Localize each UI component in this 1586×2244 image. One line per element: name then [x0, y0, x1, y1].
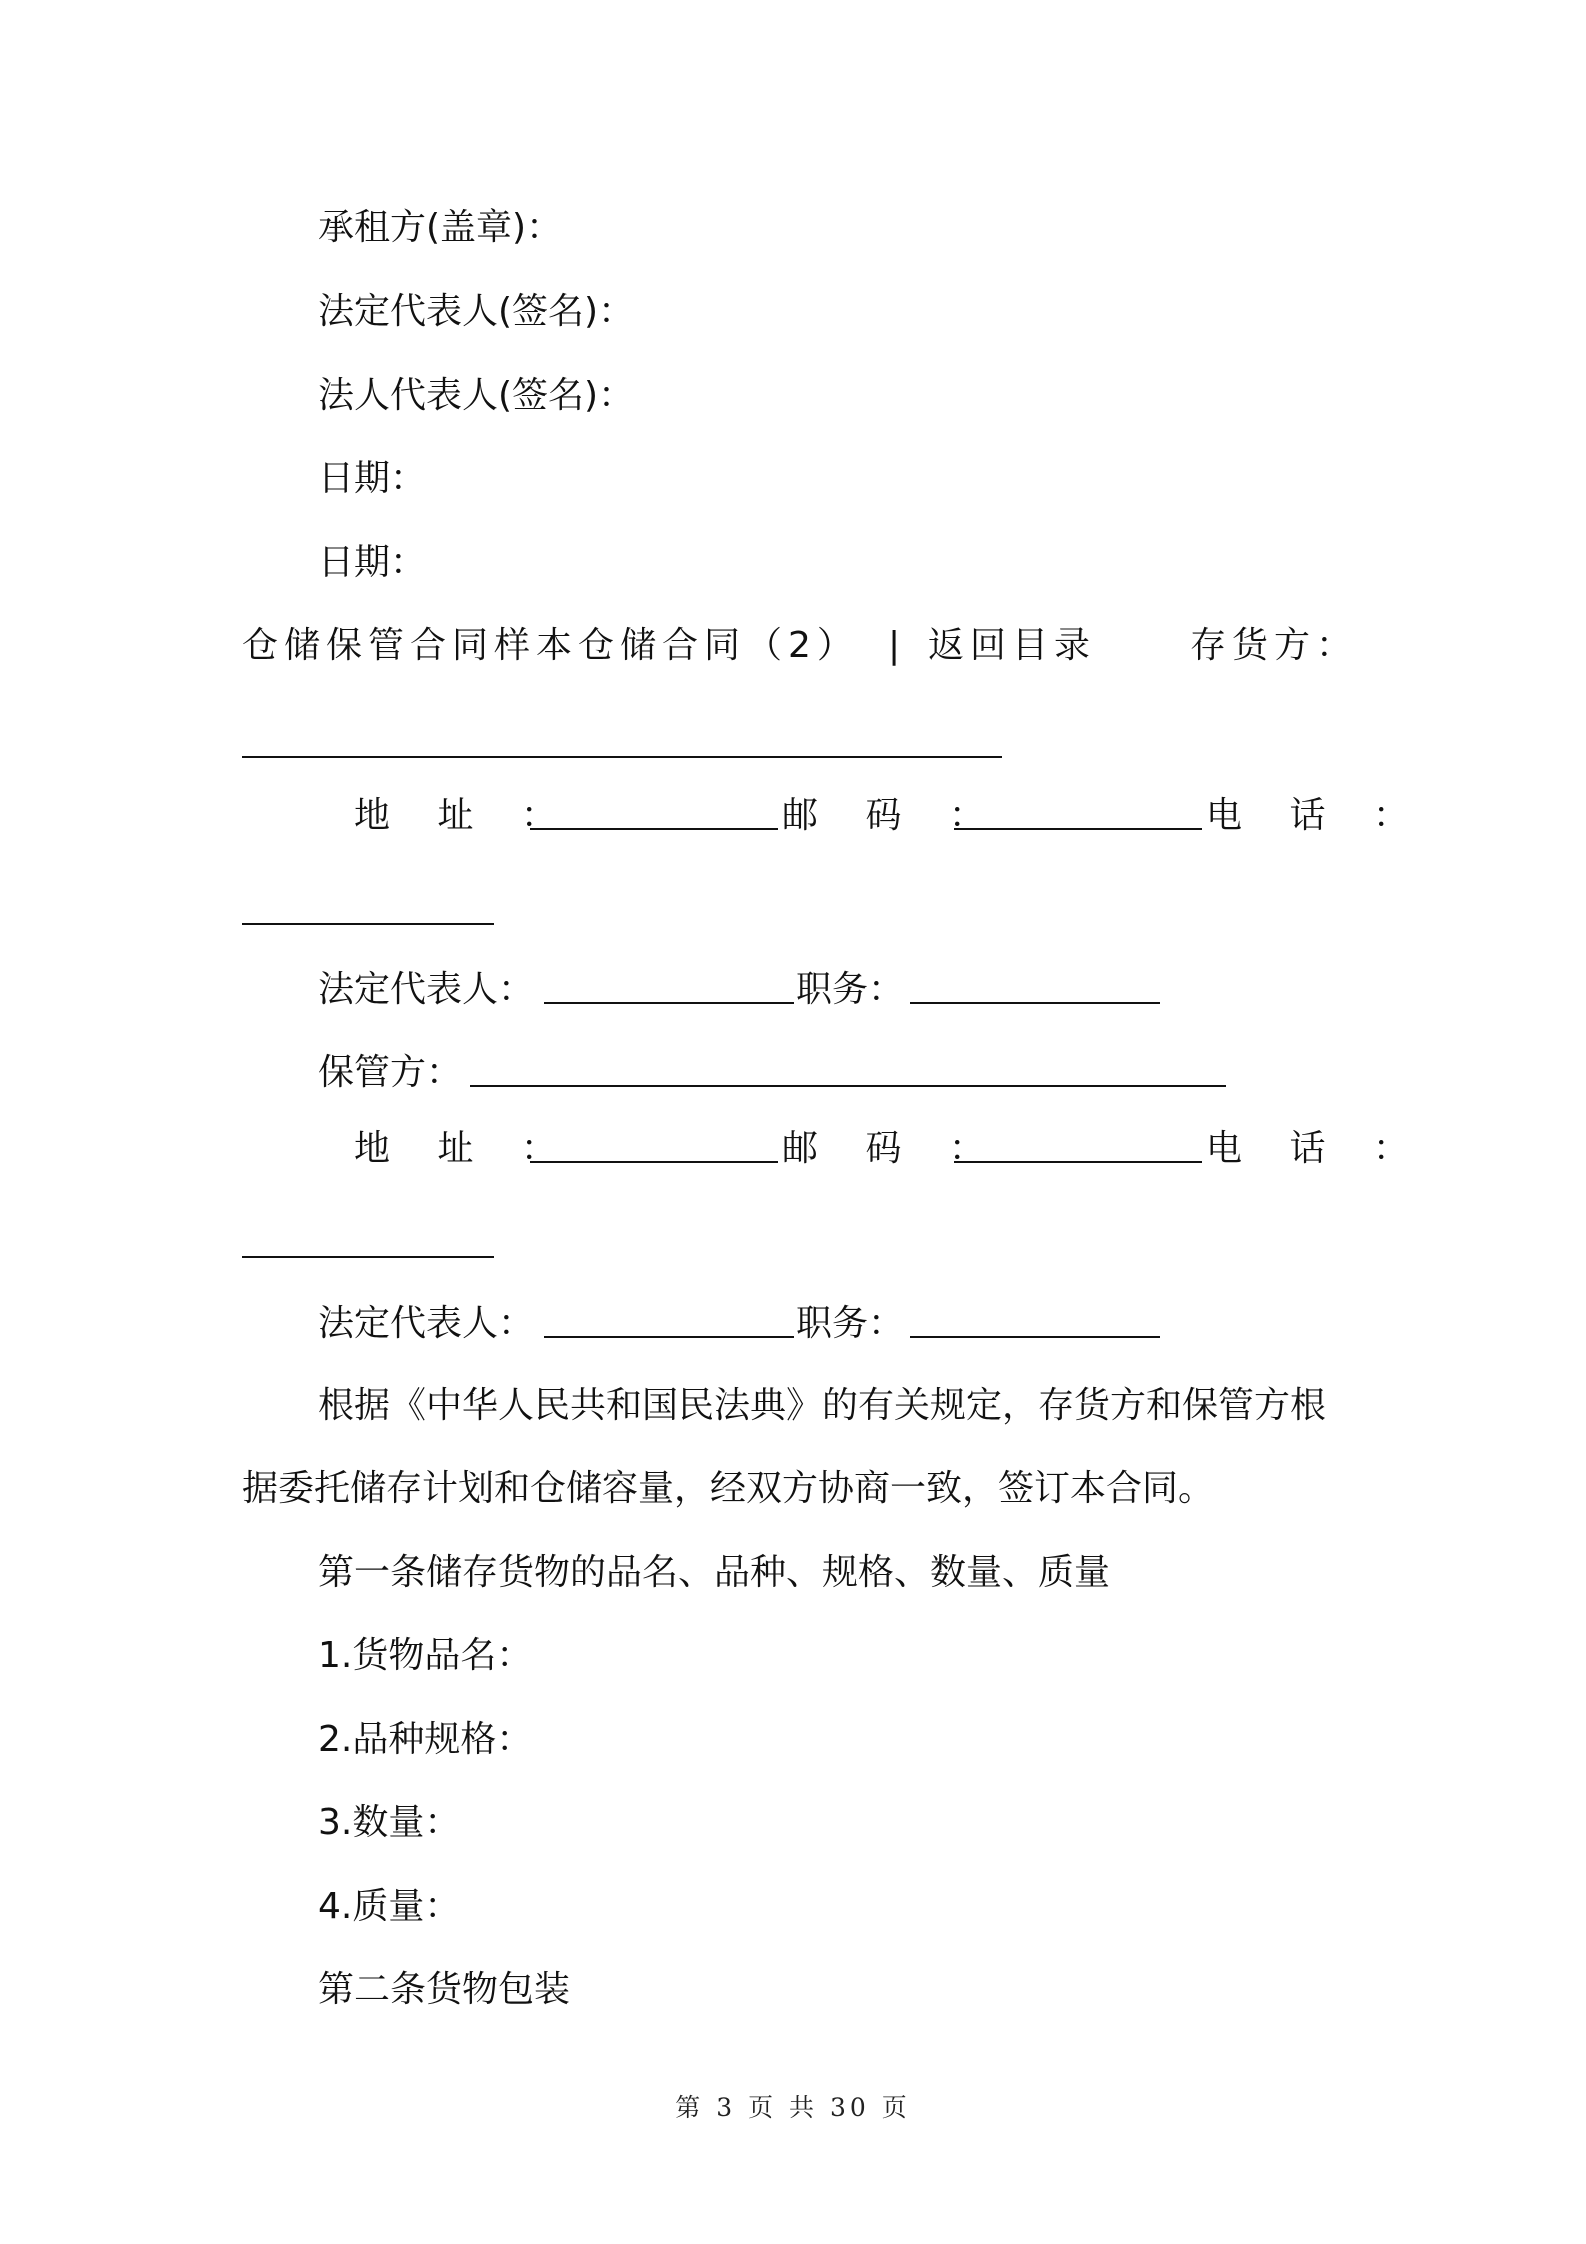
custodian-row [318, 1047, 1258, 1099]
lessee-seal-line: 承租方(盖章)： [318, 207, 563, 248]
item-variety-spec: 2.品种规格： [318, 1719, 533, 1760]
custodian-rep-row [318, 1298, 1218, 1350]
depositor-contact-row [354, 790, 1427, 842]
date-line-1: 日期： [318, 458, 427, 499]
depositor-address-blank [530, 796, 778, 830]
custodian-postcode-blank [954, 1129, 1202, 1163]
back-to-contents-link[interactable]: 返回目录 [928, 625, 1097, 666]
depositor-address-label: 地 址 ： [354, 795, 575, 836]
depositor-legal-rep-label: 法定代表人： [318, 969, 535, 1010]
custodian-label: 保管方： [318, 1052, 463, 1093]
depositor-rep-row [318, 964, 1218, 1016]
custodian-phone-label: 电 话 ： [1206, 1128, 1427, 1169]
corporate-rep-sign-line: 法人代表人(签名)： [318, 375, 635, 416]
depositor-postcode-blank [954, 796, 1202, 830]
date-line-2: 日期： [318, 542, 427, 583]
depositor-phone-blank [242, 923, 494, 925]
custodian-position-blank [910, 1304, 1160, 1338]
depositor-name-blank [242, 756, 1002, 758]
item-quality: 4.质量： [318, 1886, 461, 1927]
depositor-position-blank [910, 970, 1160, 1004]
depositor-postcode-label: 邮 码 ： [782, 795, 1003, 836]
contract-title: 仓储保管合同样本仓储合同（2） [242, 625, 859, 666]
depositor-position-label: 职务： [796, 969, 905, 1010]
body-paragraph-line-2: 据委托储存计划和仓储容量，经双方协商一致，签订本合同。 [242, 1468, 1215, 1509]
legal-rep-sign-line: 法定代表人(签名)： [318, 291, 635, 332]
custodian-address-label: 地 址 ： [354, 1128, 575, 1169]
custodian-contact-row [354, 1123, 1427, 1175]
custodian-postcode-label: 邮 码 ： [782, 1128, 1003, 1169]
contract-title-row [242, 620, 1359, 672]
body-paragraph-line-1: 根据《中华人民共和国民法典》的有关规定，存货方和保管方根 [318, 1385, 1327, 1426]
item-goods-name: 1.货物品名： [318, 1635, 533, 1676]
custodian-name-blank [470, 1053, 1226, 1087]
depositor-legal-rep-blank [544, 970, 794, 1004]
page-number-footer: 第 3 页 共 30 页 [675, 2093, 911, 2122]
custodian-position-label: 职务： [796, 1303, 905, 1344]
item-quantity: 3.数量： [318, 1802, 461, 1843]
depositor-phone-label: 电 话 ： [1206, 795, 1427, 836]
depositor-label: 存货方： [1190, 625, 1359, 666]
custodian-legal-rep-label: 法定代表人： [318, 1303, 535, 1344]
custodian-phone-blank [242, 1256, 494, 1258]
custodian-address-blank [530, 1129, 778, 1163]
article-2-heading: 第二条货物包装 [318, 1969, 571, 2010]
article-1-heading: 第一条储存货物的品名、品种、规格、数量、质量 [318, 1552, 1111, 1593]
custodian-legal-rep-blank [544, 1304, 794, 1338]
title-separator: | [888, 625, 901, 666]
